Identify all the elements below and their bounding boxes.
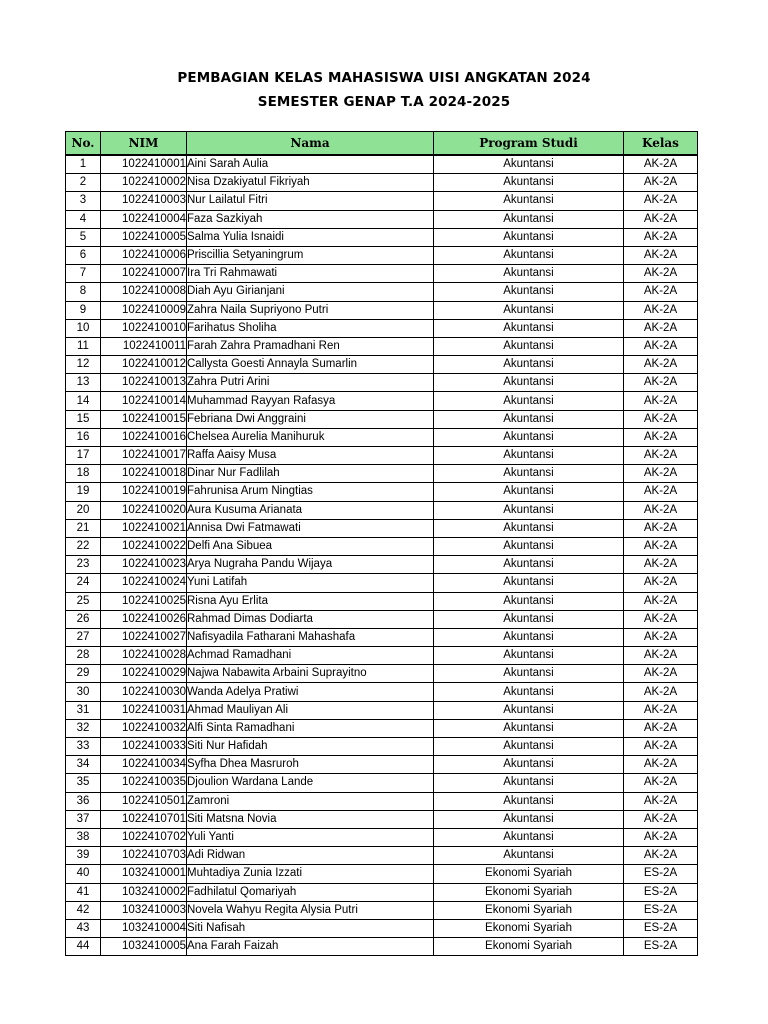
cell-nama: Ana Farah Faizah <box>187 938 434 956</box>
cell-program-studi: Akuntansi <box>434 428 624 446</box>
cell-kelas: AK-2A <box>624 592 698 610</box>
table-row <box>66 265 698 283</box>
cell-nim: 1022410030 <box>101 683 187 701</box>
cell-no: 39 <box>66 847 101 865</box>
cell-nama: Zahra Naila Supriyono Putri <box>187 301 434 319</box>
cell-program-studi: Akuntansi <box>434 519 624 537</box>
student-class-table <box>65 131 698 956</box>
cell-no: 44 <box>66 938 101 956</box>
cell-program-studi: Akuntansi <box>434 683 624 701</box>
cell-no: 30 <box>66 683 101 701</box>
table-row <box>66 756 698 774</box>
cell-program-studi: Akuntansi <box>434 647 624 665</box>
cell-nim: 1022410029 <box>101 665 187 683</box>
cell-nama: Alfi Sinta Ramadhani <box>187 719 434 737</box>
table-row <box>66 283 698 301</box>
cell-nim: 1022410033 <box>101 738 187 756</box>
cell-nama: Nafisyadila Fatharani Mahashafa <box>187 628 434 646</box>
cell-no: 28 <box>66 647 101 665</box>
cell-no: 6 <box>66 246 101 264</box>
cell-nim: 1022410702 <box>101 828 187 846</box>
cell-kelas: AK-2A <box>624 792 698 810</box>
cell-program-studi: Akuntansi <box>434 556 624 574</box>
cell-kelas: AK-2A <box>624 192 698 210</box>
cell-nama: Zamroni <box>187 792 434 810</box>
cell-nim: 1022410004 <box>101 210 187 228</box>
cell-kelas: AK-2A <box>624 574 698 592</box>
cell-nim: 1032410003 <box>101 901 187 919</box>
cell-nim: 1022410026 <box>101 610 187 628</box>
cell-nama: Aura Kusuma Arianata <box>187 501 434 519</box>
cell-program-studi: Akuntansi <box>434 792 624 810</box>
table-row <box>66 301 698 319</box>
table-row <box>66 901 698 919</box>
cell-program-studi: Akuntansi <box>434 610 624 628</box>
table-row <box>66 792 698 810</box>
cell-nama: Ira Tri Rahmawati <box>187 265 434 283</box>
cell-program-studi: Akuntansi <box>434 337 624 355</box>
cell-nim: 1022410018 <box>101 465 187 483</box>
cell-nama: Arya Nugraha Pandu Wijaya <box>187 556 434 574</box>
cell-kelas: AK-2A <box>624 392 698 410</box>
cell-kelas: AK-2A <box>624 647 698 665</box>
cell-nim: 1022410005 <box>101 228 187 246</box>
cell-no: 22 <box>66 537 101 555</box>
cell-kelas: AK-2A <box>624 610 698 628</box>
cell-no: 9 <box>66 301 101 319</box>
cell-program-studi: Akuntansi <box>434 592 624 610</box>
column-header-no: No. <box>66 132 101 156</box>
cell-kelas: ES-2A <box>624 938 698 956</box>
cell-kelas: AK-2A <box>624 810 698 828</box>
table-row <box>66 174 698 192</box>
cell-nama: Nur Lailatul Fitri <box>187 192 434 210</box>
cell-kelas: AK-2A <box>624 174 698 192</box>
cell-kelas: AK-2A <box>624 428 698 446</box>
cell-no: 29 <box>66 665 101 683</box>
cell-program-studi: Ekonomi Syariah <box>434 919 624 937</box>
cell-kelas: AK-2A <box>624 374 698 392</box>
cell-program-studi: Akuntansi <box>434 192 624 210</box>
cell-nim: 1022410009 <box>101 301 187 319</box>
table-row <box>66 501 698 519</box>
cell-no: 42 <box>66 901 101 919</box>
table-row <box>66 228 698 246</box>
cell-no: 17 <box>66 447 101 465</box>
cell-program-studi: Akuntansi <box>434 392 624 410</box>
cell-nama: Siti Matsna Novia <box>187 810 434 828</box>
table-row <box>66 701 698 719</box>
cell-kelas: ES-2A <box>624 901 698 919</box>
cell-nama: Rahmad Dimas Dodiarta <box>187 610 434 628</box>
cell-kelas: AK-2A <box>624 283 698 301</box>
cell-kelas: AK-2A <box>624 210 698 228</box>
cell-nim: 1022410031 <box>101 701 187 719</box>
cell-nim: 1022410011 <box>101 337 187 355</box>
cell-nim: 1022410028 <box>101 647 187 665</box>
cell-kelas: AK-2A <box>624 738 698 756</box>
cell-nim: 1022410003 <box>101 192 187 210</box>
document-subtitle: SEMESTER GENAP T.A 2024-2025 <box>257 94 511 110</box>
table-row <box>66 919 698 937</box>
cell-no: 36 <box>66 792 101 810</box>
cell-program-studi: Akuntansi <box>434 174 624 192</box>
cell-nama: Achmad Ramadhani <box>187 647 434 665</box>
cell-no: 12 <box>66 356 101 374</box>
cell-no: 3 <box>66 192 101 210</box>
cell-nama: Fahrunisa Arum Ningtias <box>187 483 434 501</box>
cell-nama: Najwa Nabawita Arbaini Suprayitno <box>187 665 434 683</box>
cell-kelas: AK-2A <box>624 683 698 701</box>
cell-program-studi: Akuntansi <box>434 756 624 774</box>
cell-kelas: AK-2A <box>624 483 698 501</box>
table-row <box>66 428 698 446</box>
cell-program-studi: Akuntansi <box>434 447 624 465</box>
table-row <box>66 647 698 665</box>
table-body <box>66 155 698 956</box>
cell-program-studi: Akuntansi <box>434 155 624 174</box>
cell-kelas: ES-2A <box>624 865 698 883</box>
cell-no: 8 <box>66 283 101 301</box>
cell-nama: Muhtadiya Zunia Izzati <box>187 865 434 883</box>
cell-nim: 1032410001 <box>101 865 187 883</box>
table-row <box>66 610 698 628</box>
cell-nim: 1022410025 <box>101 592 187 610</box>
cell-nim: 1022410017 <box>101 447 187 465</box>
table-row <box>66 374 698 392</box>
cell-no: 5 <box>66 228 101 246</box>
table-header <box>66 132 698 156</box>
cell-nim: 1022410027 <box>101 628 187 646</box>
cell-nama: Zahra Putri Arini <box>187 374 434 392</box>
cell-program-studi: Akuntansi <box>434 465 624 483</box>
cell-no: 13 <box>66 374 101 392</box>
table-row <box>66 683 698 701</box>
cell-kelas: ES-2A <box>624 919 698 937</box>
cell-program-studi: Akuntansi <box>434 410 624 428</box>
cell-no: 20 <box>66 501 101 519</box>
cell-program-studi: Akuntansi <box>434 483 624 501</box>
table-row <box>66 628 698 646</box>
cell-no: 43 <box>66 919 101 937</box>
cell-no: 32 <box>66 719 101 737</box>
cell-program-studi: Akuntansi <box>434 301 624 319</box>
table-row <box>66 210 698 228</box>
cell-nim: 1022410008 <box>101 283 187 301</box>
cell-program-studi: Akuntansi <box>434 228 624 246</box>
column-header-kelas: Kelas <box>624 132 698 156</box>
cell-nama: Delfi Ana Sibuea <box>187 537 434 555</box>
cell-nim: 1022410013 <box>101 374 187 392</box>
cell-kelas: AK-2A <box>624 319 698 337</box>
cell-nim: 1022410701 <box>101 810 187 828</box>
cell-nama: Wanda Adelya Pratiwi <box>187 683 434 701</box>
cell-kelas: AK-2A <box>624 756 698 774</box>
cell-nim: 1032410005 <box>101 938 187 956</box>
table-row <box>66 847 698 865</box>
cell-nama: Syfha Dhea Masruroh <box>187 756 434 774</box>
cell-kelas: AK-2A <box>624 155 698 174</box>
cell-nama: Yuli Yanti <box>187 828 434 846</box>
cell-program-studi: Akuntansi <box>434 501 624 519</box>
cell-nim: 1022410032 <box>101 719 187 737</box>
table-row <box>66 319 698 337</box>
cell-program-studi: Akuntansi <box>434 665 624 683</box>
cell-program-studi: Akuntansi <box>434 246 624 264</box>
table-row <box>66 483 698 501</box>
cell-kelas: AK-2A <box>624 556 698 574</box>
cell-kelas: AK-2A <box>624 337 698 355</box>
cell-nama: Ahmad Mauliyan Ali <box>187 701 434 719</box>
cell-no: 31 <box>66 701 101 719</box>
cell-program-studi: Ekonomi Syariah <box>434 901 624 919</box>
cell-kelas: AK-2A <box>624 265 698 283</box>
cell-no: 7 <box>66 265 101 283</box>
table-row <box>66 465 698 483</box>
cell-program-studi: Akuntansi <box>434 738 624 756</box>
column-header-nama: Nama <box>187 132 434 156</box>
table-row <box>66 810 698 828</box>
cell-program-studi: Akuntansi <box>434 283 624 301</box>
cell-kelas: AK-2A <box>624 228 698 246</box>
cell-no: 23 <box>66 556 101 574</box>
cell-nama: Farah Zahra Pramadhani Ren <box>187 337 434 355</box>
cell-no: 10 <box>66 319 101 337</box>
table-row <box>66 337 698 355</box>
table-row <box>66 447 698 465</box>
cell-nama: Callysta Goesti Annayla Sumarlin <box>187 356 434 374</box>
cell-nama: Priscillia Setyaningrum <box>187 246 434 264</box>
cell-program-studi: Akuntansi <box>434 319 624 337</box>
cell-nama: Fadhilatul Qomariyah <box>187 883 434 901</box>
cell-nama: Salma Yulia Isnaidi <box>187 228 434 246</box>
cell-nama: Yuni Latifah <box>187 574 434 592</box>
cell-nama: Aini Sarah Aulia <box>187 155 434 174</box>
cell-nim: 1022410001 <box>101 155 187 174</box>
table-row <box>66 537 698 555</box>
cell-nim: 1022410501 <box>101 792 187 810</box>
cell-no: 14 <box>66 392 101 410</box>
cell-kelas: AK-2A <box>624 665 698 683</box>
cell-nama: Raffa Aaisy Musa <box>187 447 434 465</box>
cell-no: 33 <box>66 738 101 756</box>
cell-nim: 1022410006 <box>101 246 187 264</box>
table-row <box>66 665 698 683</box>
cell-kelas: AK-2A <box>624 356 698 374</box>
cell-kelas: ES-2A <box>624 883 698 901</box>
cell-kelas: AK-2A <box>624 410 698 428</box>
cell-program-studi: Akuntansi <box>434 374 624 392</box>
table-row <box>66 519 698 537</box>
cell-nim: 1022410021 <box>101 519 187 537</box>
cell-nama: Dinar Nur Fadlilah <box>187 465 434 483</box>
cell-program-studi: Akuntansi <box>434 847 624 865</box>
cell-no: 26 <box>66 610 101 628</box>
column-header-program-studi: Program Studi <box>434 132 624 156</box>
cell-program-studi: Akuntansi <box>434 774 624 792</box>
cell-kelas: AK-2A <box>624 501 698 519</box>
cell-kelas: AK-2A <box>624 519 698 537</box>
cell-nim: 1022410012 <box>101 356 187 374</box>
document-title: PEMBAGIAN KELAS MAHASISWA UISI ANGKATAN 2024 <box>177 70 591 86</box>
cell-no: 37 <box>66 810 101 828</box>
table-row <box>66 719 698 737</box>
cell-kelas: AK-2A <box>624 774 698 792</box>
cell-no: 38 <box>66 828 101 846</box>
cell-program-studi: Akuntansi <box>434 828 624 846</box>
cell-no: 24 <box>66 574 101 592</box>
cell-nama: Febriana Dwi Anggraini <box>187 410 434 428</box>
cell-kelas: AK-2A <box>624 537 698 555</box>
cell-kelas: AK-2A <box>624 701 698 719</box>
cell-no: 2 <box>66 174 101 192</box>
cell-no: 27 <box>66 628 101 646</box>
table-row <box>66 738 698 756</box>
cell-nim: 1022410035 <box>101 774 187 792</box>
cell-nim: 1022410016 <box>101 428 187 446</box>
cell-kelas: AK-2A <box>624 465 698 483</box>
cell-nim: 1032410004 <box>101 919 187 937</box>
cell-no: 25 <box>66 592 101 610</box>
cell-program-studi: Akuntansi <box>434 537 624 555</box>
table-row <box>66 574 698 592</box>
cell-nim: 1022410022 <box>101 537 187 555</box>
cell-nim: 1022410019 <box>101 483 187 501</box>
cell-program-studi: Akuntansi <box>434 574 624 592</box>
cell-no: 4 <box>66 210 101 228</box>
cell-nim: 1022410034 <box>101 756 187 774</box>
cell-nim: 1022410703 <box>101 847 187 865</box>
cell-program-studi: Akuntansi <box>434 265 624 283</box>
cell-nama: Farihatus Sholiha <box>187 319 434 337</box>
cell-nim: 1022410015 <box>101 410 187 428</box>
cell-kelas: AK-2A <box>624 828 698 846</box>
cell-nama: Faza Sazkiyah <box>187 210 434 228</box>
cell-no: 34 <box>66 756 101 774</box>
cell-no: 19 <box>66 483 101 501</box>
column-header-nim: NIM <box>101 132 187 156</box>
cell-program-studi: Akuntansi <box>434 356 624 374</box>
cell-nim: 1022410002 <box>101 174 187 192</box>
cell-nama: Muhammad Rayyan Rafasya <box>187 392 434 410</box>
table-row <box>66 410 698 428</box>
table-row <box>66 155 698 174</box>
cell-nama: Diah Ayu Girianjani <box>187 283 434 301</box>
table-row <box>66 392 698 410</box>
cell-kelas: AK-2A <box>624 301 698 319</box>
cell-nama: Risna Ayu Erlita <box>187 592 434 610</box>
cell-no: 11 <box>66 337 101 355</box>
cell-no: 21 <box>66 519 101 537</box>
cell-nama: Chelsea Aurelia Manihuruk <box>187 428 434 446</box>
document-title-block <box>0 66 768 114</box>
cell-no: 18 <box>66 465 101 483</box>
table-row <box>66 774 698 792</box>
cell-nama: Siti Nafisah <box>187 919 434 937</box>
cell-nama: Adi Ridwan <box>187 847 434 865</box>
table-row <box>66 883 698 901</box>
cell-program-studi: Ekonomi Syariah <box>434 883 624 901</box>
cell-program-studi: Akuntansi <box>434 628 624 646</box>
cell-nim: 1022410020 <box>101 501 187 519</box>
cell-nim: 1032410002 <box>101 883 187 901</box>
cell-nama: Nisa Dzakiyatul Fikriyah <box>187 174 434 192</box>
cell-no: 35 <box>66 774 101 792</box>
cell-kelas: AK-2A <box>624 447 698 465</box>
table-row <box>66 592 698 610</box>
cell-no: 40 <box>66 865 101 883</box>
table-row <box>66 556 698 574</box>
cell-kelas: AK-2A <box>624 628 698 646</box>
cell-no: 16 <box>66 428 101 446</box>
cell-program-studi: Akuntansi <box>434 810 624 828</box>
cell-nama: Siti Nur Hafidah <box>187 738 434 756</box>
cell-program-studi: Akuntansi <box>434 210 624 228</box>
cell-nim: 1022410014 <box>101 392 187 410</box>
cell-no: 1 <box>66 155 101 174</box>
cell-kelas: AK-2A <box>624 246 698 264</box>
cell-program-studi: Akuntansi <box>434 701 624 719</box>
cell-kelas: AK-2A <box>624 719 698 737</box>
table-header-row <box>66 132 698 156</box>
cell-nim: 1022410010 <box>101 319 187 337</box>
cell-no: 15 <box>66 410 101 428</box>
cell-nama: Djoulion Wardana Lande <box>187 774 434 792</box>
cell-program-studi: Ekonomi Syariah <box>434 865 624 883</box>
cell-program-studi: Ekonomi Syariah <box>434 938 624 956</box>
table-row <box>66 865 698 883</box>
cell-nim: 1022410007 <box>101 265 187 283</box>
table-row <box>66 938 698 956</box>
cell-kelas: AK-2A <box>624 847 698 865</box>
cell-no: 41 <box>66 883 101 901</box>
cell-nama: Annisa Dwi Fatmawati <box>187 519 434 537</box>
table-row <box>66 246 698 264</box>
cell-program-studi: Akuntansi <box>434 719 624 737</box>
cell-nama: Novela Wahyu Regita Alysia Putri <box>187 901 434 919</box>
cell-nim: 1022410024 <box>101 574 187 592</box>
table-row <box>66 356 698 374</box>
cell-nim: 1022410023 <box>101 556 187 574</box>
table-row <box>66 828 698 846</box>
table-row <box>66 192 698 210</box>
